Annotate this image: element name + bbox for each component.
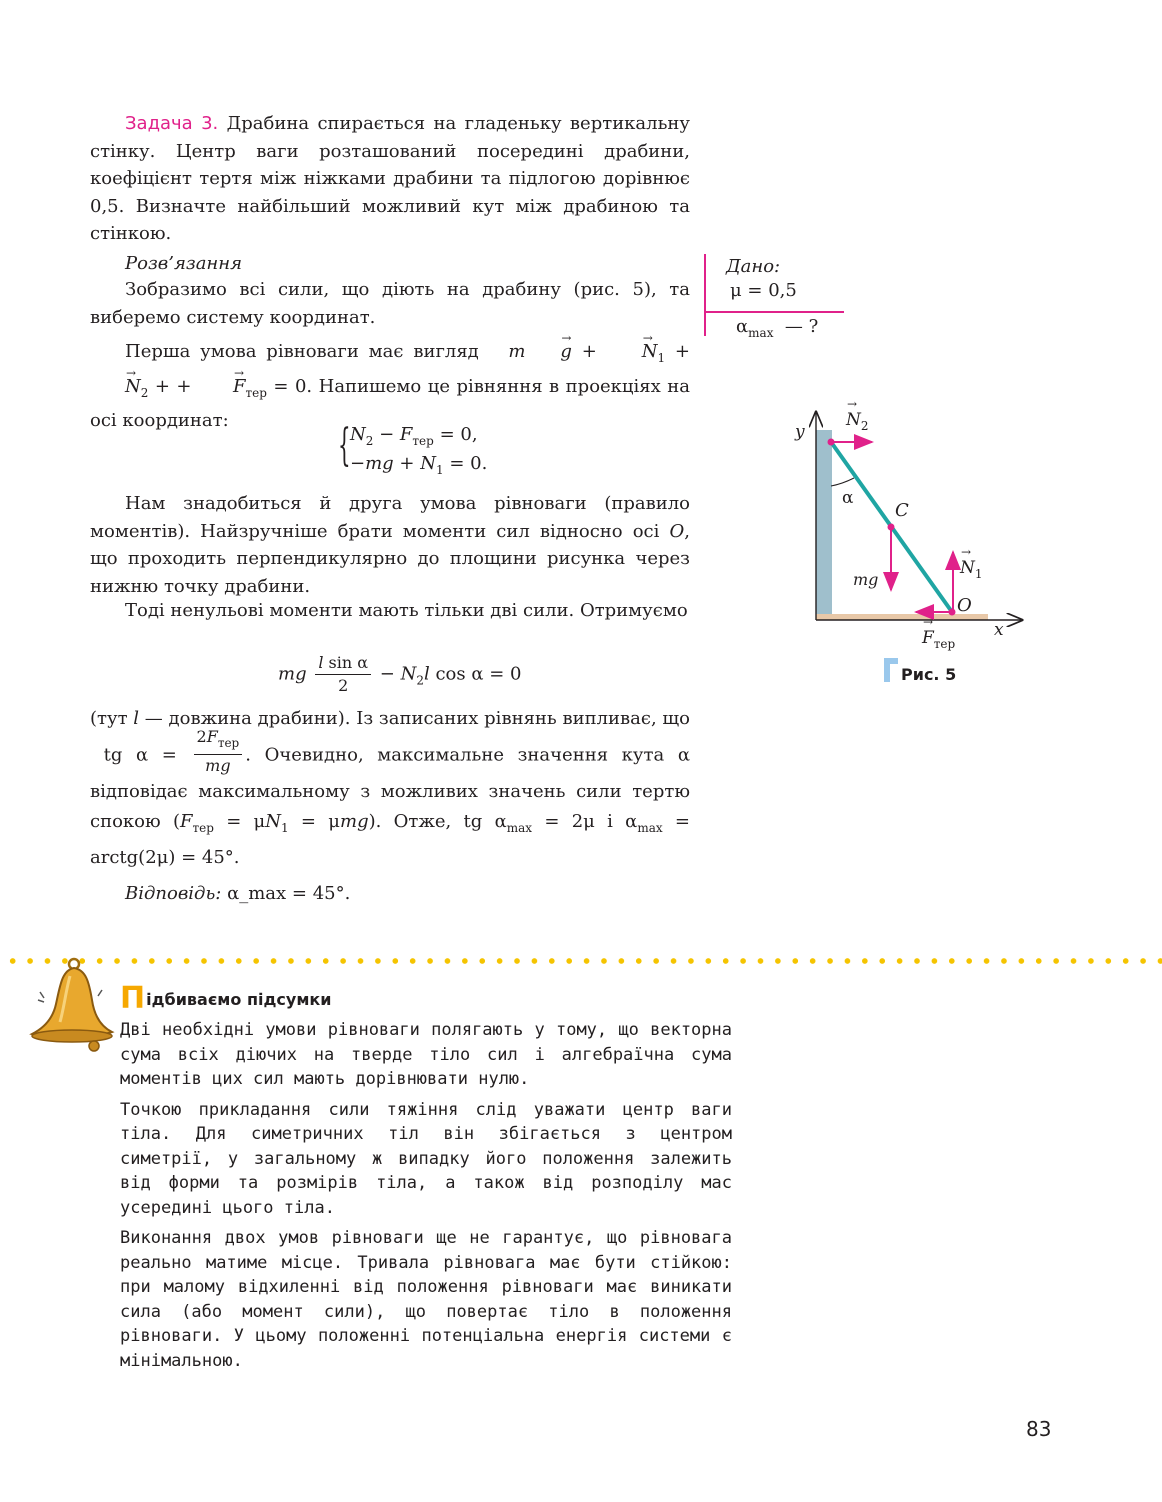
summary-initial: П (120, 981, 146, 1016)
summary-text (120, 1018, 732, 1379)
fig-label-C: C (895, 500, 909, 521)
summary-paragraph-1: Дві необхідні умови рівноваги полягають у тому, що векторна сума всіх діючих на тверде тіло сил і алгебраїчна сума моментів цих сил мають дорівнювати нулю. (120, 1020, 732, 1089)
figure-caption-mark (884, 658, 898, 682)
solution-paragraph-4: Тоді ненульові моменти мають тільки дві сили. Отримуємо (125, 600, 688, 621)
fig-label-O: O (957, 595, 972, 616)
summary-title-rest: ідбиваємо підсумки (146, 990, 332, 1009)
figure-caption: Рис. 5 (901, 665, 957, 684)
equation-system: { $N_2 - F_{тер} = 0$, $-mg + N_1 = 0$. (338, 420, 488, 477)
equilibrium-equation: m→ g + → $N_1$ + → $N_2$ + + → $F_{тер} = 0$ (90, 341, 690, 397)
moment-equation: mg $\frac{\text{l sin α}}{2}$ − $N_2l$ cos α = 0 (278, 653, 522, 695)
fig-label-mg: mg (853, 570, 879, 589)
summary-paragraph-2: Точкою прикладання сили тяжіння слід уважати центр ваги тіла. Для симетричних тіл він збігається з центром симетрії, у загальному ж випадку його положення залежить від форми та розмірів тіла, а також від розподілу мас усередині цього тіла. (120, 1099, 732, 1218)
point-top (828, 439, 835, 446)
given-box (704, 254, 844, 338)
dotted-separator (0, 956, 1162, 966)
given-find: $\alpha_{max}$ — ? (736, 316, 819, 340)
solution-paragraph-1: Зобразимо всі сили, що діють на драбину (рис. 5), та виберемо систему координат. (90, 279, 690, 328)
page-number: 83 (1026, 1417, 1052, 1441)
answer-value: α_max = 45°. (227, 883, 351, 904)
given-vertical-line (704, 254, 706, 336)
answer-label: Відповідь: (125, 883, 222, 904)
answer-line (90, 880, 690, 908)
bell-icon (26, 956, 116, 1052)
fig-label-N1: → $N_1$ (960, 558, 983, 581)
given-mu: μ = 0,5 (730, 280, 797, 301)
given-horizontal-line (704, 311, 844, 313)
summary-title (120, 981, 332, 1016)
summary-paragraph-3: Виконання двох умов рівноваги ще не гарантує, що рівновага реально матиме місце. Тривала рівновага має бути стійкою: при малому відхиленні від положення рівноваги має виникати сила (або момент сили), що повертає тіло в положення рівноваги. У цьому положенні потенціальна енергія системи є мінімальною. (120, 1228, 732, 1371)
point-O (949, 609, 956, 616)
solution-paragraph-5: (тут l — довжина драбини). Із записаних рівнянь випливає, що tg α = $\frac{2F_{тер}}{mg}$ . Очевидно, максимальне значення кута α відповідає максимальному з можливих значень сили тертю спокою $(F_{тер} = \mu N_1 = \mu mg)$. Отже, tg $\alpha_{max} = 2\mu$ і $\alpha_{max}$ = arctg(2μ) = 45°. (90, 708, 690, 868)
fig-label-y: y (795, 422, 805, 442)
task-text: Драбина спирається на гладеньку вертикальну стінку. Центр ваги розташований посередині драбини, коефіцієнт тертя між ніжками драбини та підлогою дорівнює 0,5. Визначте найбільший можливий кут між драбиною та стінкою. (90, 113, 690, 244)
given-label: Дано: (726, 256, 781, 277)
alpha-arc (831, 478, 854, 486)
fig-label-F: → $F_{тер}$ (922, 628, 955, 651)
p2-suffix: . Напишемо це рівняння в проекціях на осі координат: (90, 375, 690, 431)
fig-label-alpha: α (842, 488, 854, 508)
solution-paragraph-3: Нам знадобиться й друга умова рівноваги (правило моментів). Найзручніше брати моменти сил відносно осі O, що проходить перпендикулярно до площини рисунка через нижню точку драбини. (90, 493, 690, 597)
fig-label-x: x (994, 620, 1004, 640)
fig-label-N2: → $N_2$ (846, 410, 869, 433)
point-C (888, 524, 895, 531)
solution-heading: Розв’язання (125, 253, 243, 274)
wall (816, 430, 832, 618)
task-paragraph (90, 110, 690, 248)
p2-prefix: Перша умова рівноваги має вигляд (125, 341, 479, 362)
task-label: Задача 3. (125, 113, 219, 134)
